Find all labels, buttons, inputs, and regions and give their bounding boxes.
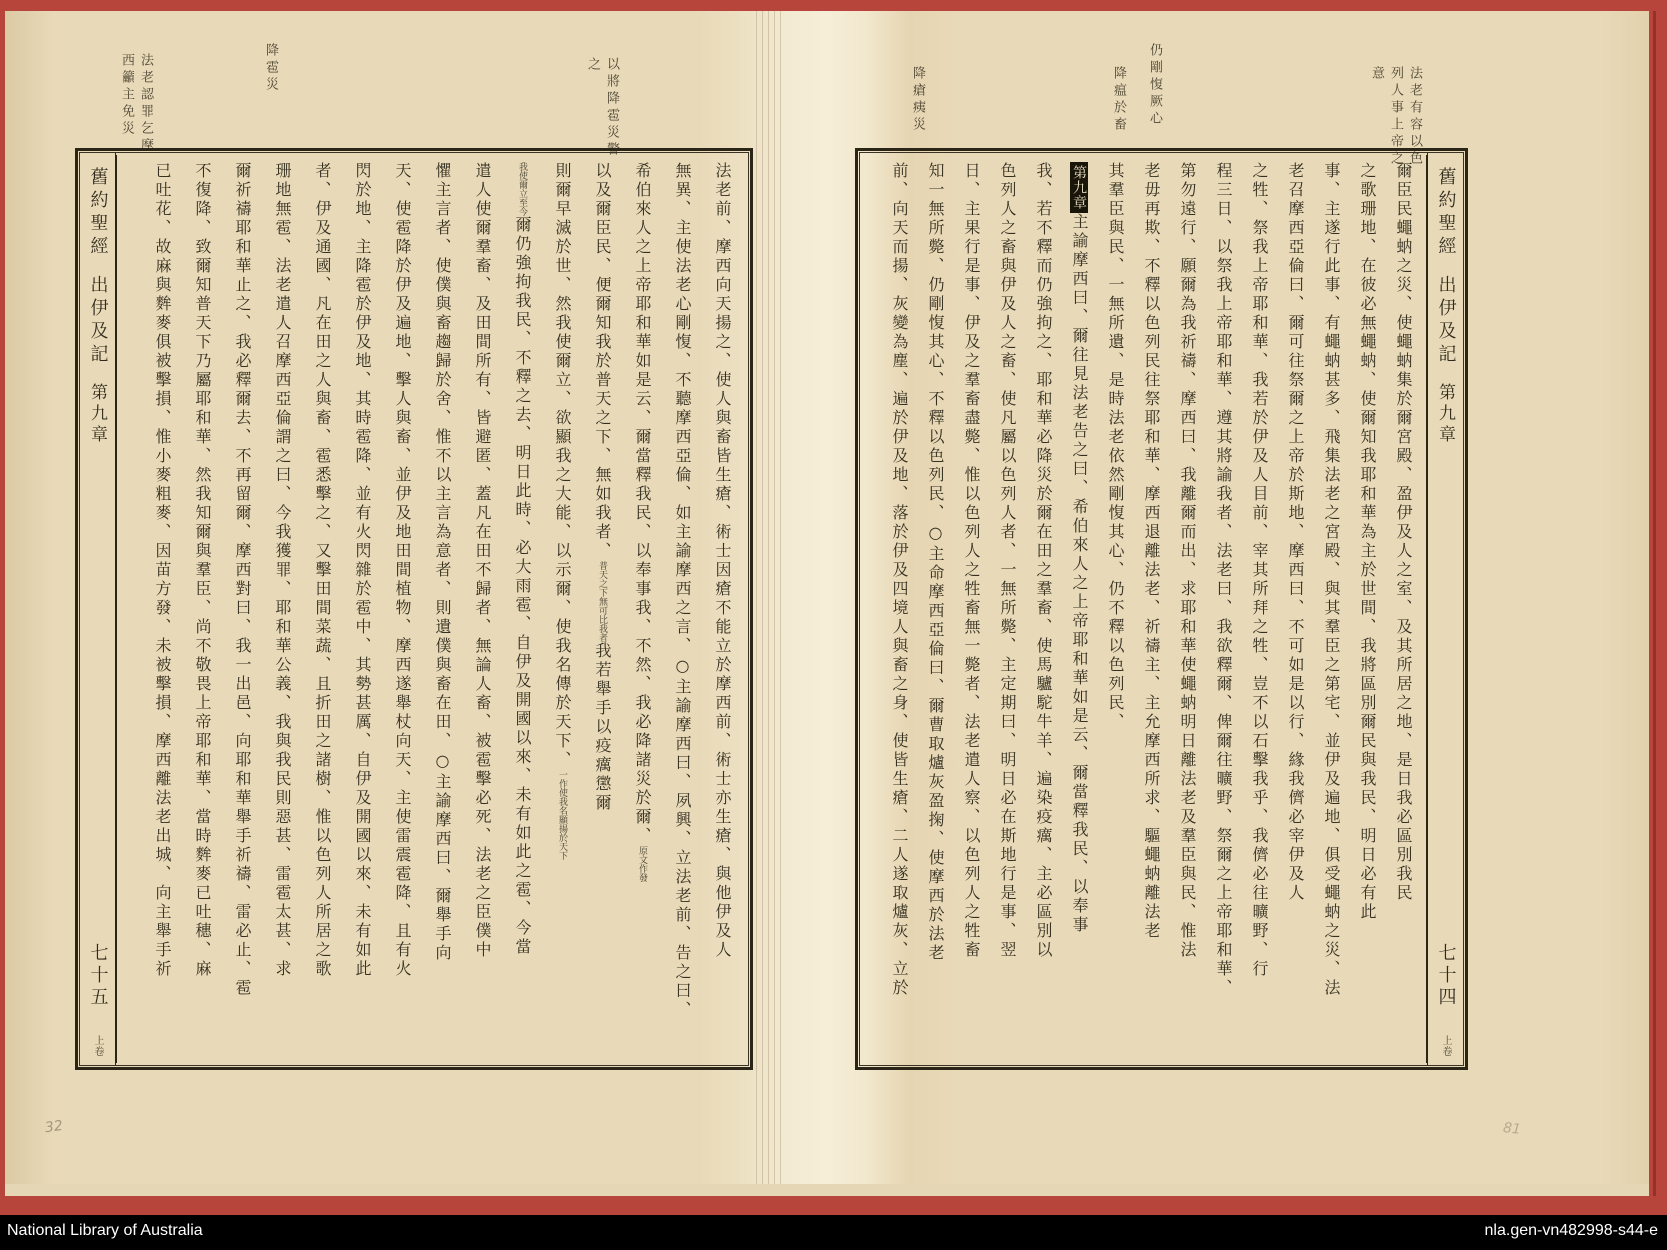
margin-note: 法老有容以色列人事上帝之意 <box>1369 66 1422 168</box>
interlinear-note: 普天之下無可比我者 <box>597 561 607 642</box>
right-page-text <box>860 153 1427 1065</box>
margin-note: 仍剛愎厥心 <box>1147 43 1162 128</box>
viewer-footer-bar <box>0 1215 1667 1250</box>
interlinear-note: 我使爾立至今 <box>517 162 527 216</box>
text-column: 則爾早滅於世、然我使爾立、欲顯我之大能、以示爾、使我名傳於天下、一作使我名顯揚於天下 <box>553 162 572 860</box>
right-page <box>855 148 1468 1070</box>
right-page-frame <box>859 152 1464 1066</box>
chapter-marker: 第九章 <box>1070 162 1088 213</box>
pencil-annotation: 32 <box>43 1117 64 1137</box>
text-column: 日、主果行是事、伊及之羣畜盡斃、惟以色列人之牲畜無一斃者、法老遣人察、以色列人之牲畜 <box>962 162 981 960</box>
text-column: 已吐花、故麻與麰麥俱被擊損、惟小麥粗麥、因苗方發、未被擊損、摩西離法老出城、向主舉手祈 <box>153 162 172 979</box>
text-column: 老召摩西亞倫曰、爾可往祭爾之上帝於斯地、摩西曰、不可如是以行、緣我儕必宰伊及人 <box>1286 162 1305 903</box>
text-column: 希伯來人之上帝耶和華如是云、爾當釋我民、以奉事我、不然、我必降諸災於爾、原文作發 <box>633 162 652 882</box>
paper-bottom-edge <box>5 1184 1649 1196</box>
chapter-heading: 第九章 <box>87 383 107 446</box>
text-column: 以及爾臣民、便爾知我於普天之下、無如我者、普天之下無可比我者我若舉手以疫癘懲爾 <box>593 162 612 813</box>
left-page-title-column <box>80 153 116 1065</box>
text-column: 之歌珊地、在彼必無蠅蚋、使爾知我耶和華為主於世間、我將區別爾民與我民、明日必有此 <box>1358 162 1377 922</box>
text-column: 老毋再欺、不釋以色列民往祭耶和華、摩西退離法老、祈禱主、主允摩西所求、驅蠅蚋離法老 <box>1142 162 1161 941</box>
text-column: 無異、主使法老心剛愎、不聽摩西亞倫、如主諭摩西之言、○主諭摩西曰、夙興、立法老前、告之曰、 <box>673 162 692 1020</box>
margin-note: 降瘟於畜 <box>1111 66 1126 134</box>
text-column: 爾臣民蠅蚋之災、使蠅蚋集於爾宮殿、盈伊及人之室、及其所居之地、是日我必區別我民 <box>1394 162 1413 903</box>
left-page <box>75 148 753 1070</box>
text-column: 不復降、致爾知普天下乃屬耶和華、然我知爾與羣臣、尚不敬畏上帝耶和華、當時麰麥已吐穗、麻 <box>193 162 212 979</box>
book-edge-line <box>1653 11 1656 1196</box>
book-section: 出伊及記 <box>87 275 109 367</box>
text-column: 第勿遠行、願爾為我祈禱、摩西曰、我離爾而出、求耶和華使蠅蚋明日離法老及羣臣與民、惟法 <box>1178 162 1197 960</box>
text-column: 我使爾立至今爾仍強拘我民、不釋之去、明日此時、必大雨雹、自伊及開國以來、未有如此之雹、今當 <box>513 162 532 957</box>
interlinear-note: 一作使我名顯揚於天下 <box>557 770 567 860</box>
text-column: 知一無所斃、仍剛愎其心、不釋以色列民、○主命摩西亞倫曰、爾曹取爐灰盈掬、使摩西於法老 <box>926 162 945 963</box>
text-column: 我、若不釋而仍強拘之、耶和華必降災於爾在田之羣畜、使馬驢駝牛羊、遍染疫癘、主必區別以 <box>1034 162 1053 960</box>
interlinear-note: 原文作發 <box>637 846 647 882</box>
text-column: 珊地無雹、法老遣人召摩西亞倫謂之曰、今我獲罪、耶和華公義、我與我民則惡甚、雷雹太甚、求 <box>273 162 292 979</box>
text-column: 程三日、以祭我上帝耶和華、遵其將諭我者、法老曰、我欲釋爾、俾爾往曠野、祭爾之上帝耶和華、 <box>1214 162 1233 998</box>
text-column: 事、主遂行此事、有蠅蚋甚多、飛集法老之宮殿、與其羣臣之第宅、並伊及遍地、俱受蠅蚋之災、法 <box>1322 162 1341 998</box>
volume-mark: 上卷 <box>92 1035 103 1057</box>
page-gutter <box>756 11 782 1196</box>
text-column: 爾祈禱耶和華止之、我必釋爾去、不再留爾、摩西對曰、我一出邑、向耶和華舉手祈禱、雷必止、雹 <box>233 162 252 998</box>
text-column: 第九章主諭摩西曰、爾往見法老告之曰、希伯來人之上帝耶和華如是云、爾當釋我民、以奉事 <box>1061 162 1097 1056</box>
volume-mark: 上卷 <box>1440 1035 1451 1057</box>
text-column: 之牲、祭我上帝耶和華、我若於伊及人目前、宰其所拜之牲、豈不以石擊我乎、我儕必往曠野、行 <box>1250 162 1269 979</box>
paper-spread <box>5 11 1649 1196</box>
text-column: 色列人之畜與伊及人之畜、使凡屬以色列人者、一無所斃、主定期曰、明日必在斯地行是事、翌 <box>998 162 1017 960</box>
text-column: 者、伊及通國、凡在田之人與畜、雹悉擊之、又擊田間菜蔬、且折田之諸樹、惟以色列人所居之歌 <box>313 162 332 979</box>
text-column: 閃於地、主降雹於伊及地、其時雹降、並有火閃雜於雹中、其勢甚厲、自伊及開國以來、未有如此 <box>353 162 372 979</box>
page-number: 七十四 <box>1435 943 1457 1009</box>
book-title: 舊約聖經 <box>87 167 109 259</box>
page-number: 七十五 <box>87 943 109 1009</box>
margin-note: 降雹災 <box>263 43 278 94</box>
text-column: 天、使雹降於伊及遍地、擊人與畜、並伊及地田間植物、摩西遂舉杖向天、主使雷震雹降、且有火 <box>393 162 412 979</box>
left-page-text <box>116 153 748 1065</box>
margin-note: 以將降雹災警之 <box>585 57 619 159</box>
margin-note: 法老認罪乞摩西籲主免災 <box>119 53 153 155</box>
library-name-label: National Library of Australia <box>7 1222 203 1239</box>
left-page-frame <box>79 152 749 1066</box>
book-section: 出伊及記 <box>1435 275 1457 367</box>
text-column: 遣人使爾羣畜、及田間所有、皆避匿、蓋凡在田不歸者、無論人畜、被雹擊必死、法老之臣僕中 <box>473 162 492 960</box>
pencil-annotation: 81 <box>1502 1120 1522 1138</box>
book-title: 舊約聖經 <box>1435 167 1457 259</box>
margin-note: 降瘡痍災 <box>910 66 925 134</box>
image-id-label: nla.gen-vn482998-s44-e <box>1484 1222 1658 1239</box>
chapter-heading: 第九章 <box>1435 383 1455 446</box>
text-column: 懼主言者、使僕與畜趨歸於舍、惟不以主言為意者、則遺僕與畜在田、○主諭摩西曰、爾舉手向 <box>433 162 452 963</box>
text-column: 其羣臣與民、一無所遺、是時法老依然剛愎其心、仍不釋以色列民、 <box>1106 162 1125 732</box>
text-column: 法老前、摩西向天揚之、使人與畜皆生瘡、術士因瘡不能立於摩西前、術士亦生瘡、與他伊及人 <box>713 162 732 960</box>
text-column: 前、向天而揚、灰變為塵、遍於伊及地、落於伊及四境人與畜之身、使皆生瘡、二人遂取爐灰、立於 <box>890 162 909 998</box>
right-page-title-column <box>1427 153 1463 1065</box>
